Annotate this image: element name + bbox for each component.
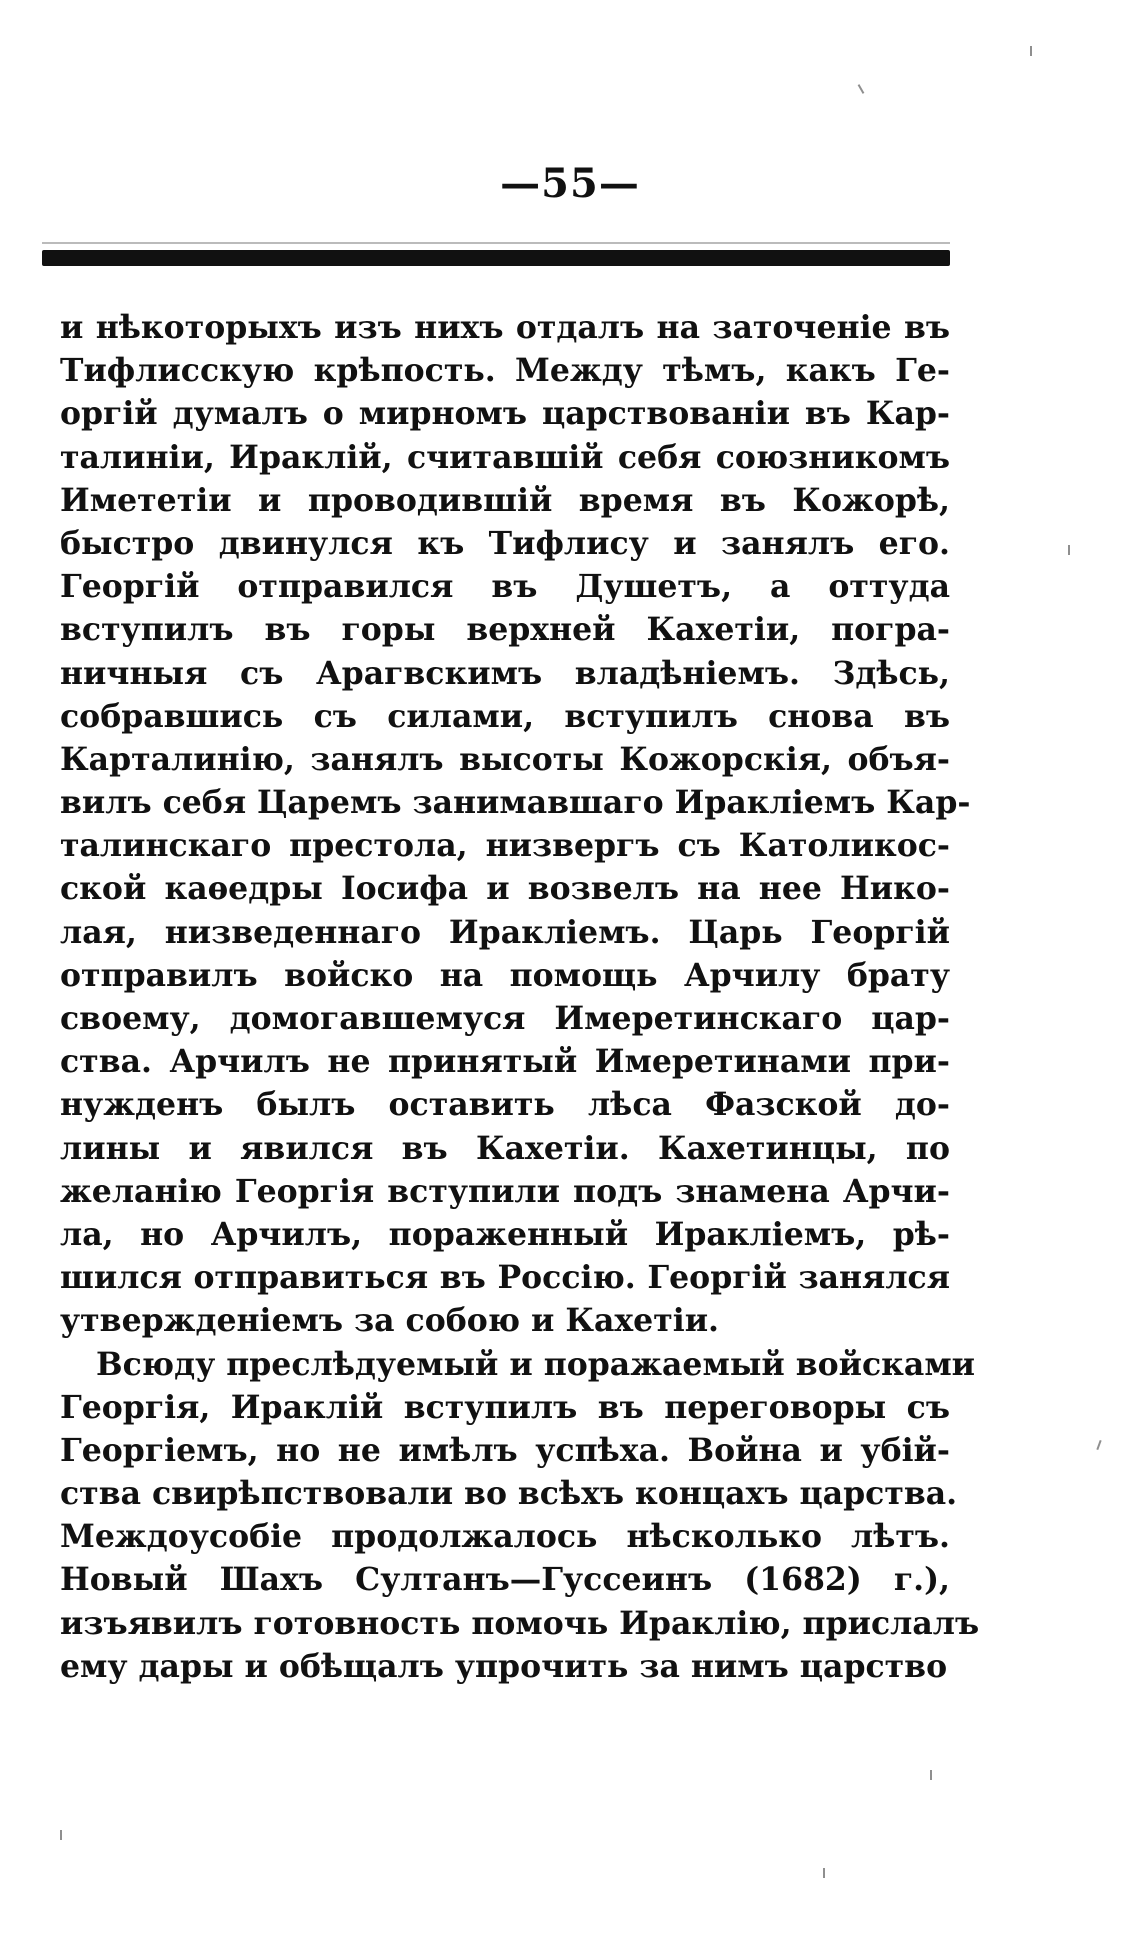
paper-speck bbox=[858, 84, 865, 94]
paper-speck bbox=[823, 1868, 825, 1878]
text-line: Тифлисскую крѣпость. Между тѣмъ, какъ Ге- bbox=[60, 352, 950, 390]
body-text bbox=[60, 306, 980, 1688]
text-line: Всюду преслѣдуемый и поражаемый войсками bbox=[96, 1345, 976, 1383]
header-rule-thin bbox=[42, 242, 950, 244]
text-line: Междоусобіе продолжалось нѣсколько лѣтъ. bbox=[60, 1518, 950, 1556]
text-line: оргій думалъ о мирномъ царствованіи въ Кар- bbox=[60, 395, 950, 433]
text-line: талинскаго престола, низвергъ съ Католикос- bbox=[60, 827, 950, 865]
paper-speck bbox=[930, 1770, 932, 1780]
text-line: Имететіи и проводившій время въ Кожорѣ, bbox=[60, 481, 950, 519]
text-line: шился отправиться въ Россію. Георгій занялся bbox=[60, 1259, 950, 1297]
text-line: лины и явился въ Кахетіи. Кахетинцы, по bbox=[60, 1129, 950, 1167]
text-line: собравшись съ силами, вступилъ снова въ bbox=[60, 697, 950, 735]
paper-speck bbox=[1096, 1440, 1101, 1450]
paper-speck bbox=[60, 1830, 62, 1840]
text-line: отправилъ войско на помощь Арчилу брату bbox=[60, 956, 950, 994]
header-rule bbox=[42, 250, 950, 266]
text-line: и нѣкоторыхъ изъ нихъ отдалъ на заточеніе въ bbox=[60, 309, 950, 346]
text-line: ства свирѣпствовали во всѣхъ концахъ царства. bbox=[60, 1475, 958, 1513]
text-line: своему, домогавшемуся Имеретинскаго цар- bbox=[60, 1000, 950, 1037]
text-line: талиніи, Ираклій, считавшій себя союзникомъ bbox=[60, 438, 950, 476]
text-line: желанію Георгія вступили подъ знамена Арчи- bbox=[60, 1172, 950, 1210]
text-line: вилъ себя Царемъ занимавшаго Ираклiемъ Кар- bbox=[60, 784, 971, 822]
text-line: ему дары и обѣщалъ упрочить за нимъ царство bbox=[60, 1647, 948, 1685]
text-line: изъявилъ готовность помочь Ираклію, прислалъ bbox=[60, 1604, 980, 1642]
text-line: Георгіемъ, но не имѣлъ успѣха. Война и убій- bbox=[60, 1431, 950, 1469]
text-line: нужденъ былъ оставить лѣса Фазской до- bbox=[60, 1086, 950, 1124]
paper-speck bbox=[1068, 545, 1070, 555]
text-line: ства. Арчилъ не принятый Имеретинами при- bbox=[60, 1043, 950, 1081]
text-line: вступилъ въ горы верхней Кахетіи, погра- bbox=[60, 611, 950, 649]
text-line: Карталинію, занялъ высоты Кожорскія, объя- bbox=[60, 740, 950, 778]
paper-speck bbox=[1030, 46, 1032, 56]
text-line: лая, низведеннаго Ираклiемъ. Царь Георгій bbox=[60, 913, 950, 951]
text-line: Георгій отправился въ Душетъ, а оттуда bbox=[60, 568, 950, 606]
text-line: быстро двинулся къ Тифлису и занялъ его. bbox=[60, 524, 950, 562]
text-line: ской каѳедры Іосифа и возвелъ на нее Нико- bbox=[60, 870, 950, 908]
text-line: утвержденіемъ за собою и Кахетіи. bbox=[60, 1302, 720, 1340]
text-line: Новый Шахъ Султанъ—Гуссеинъ (1682) г.), bbox=[60, 1561, 950, 1599]
text-line: Георгія, Ираклій вступилъ въ переговоры съ bbox=[60, 1388, 950, 1426]
page-number: —55— bbox=[500, 160, 640, 207]
text-line: ла, но Арчилъ, пораженный Ираклiемъ, рѣ- bbox=[60, 1215, 950, 1253]
text-line: ничныя съ Арагвскимъ владѣніемъ. Здѣсь, bbox=[60, 654, 950, 692]
